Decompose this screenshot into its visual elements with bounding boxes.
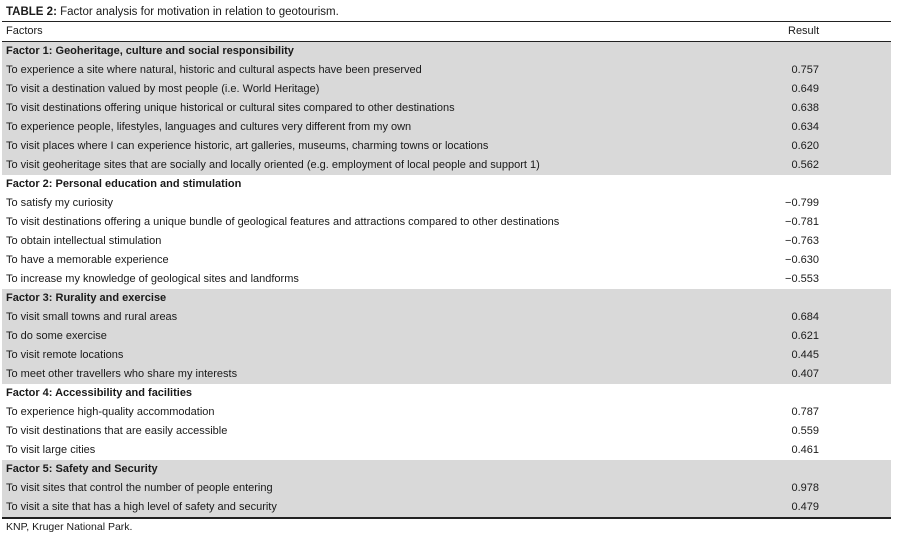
- item-label: To meet other travellers who share my interests: [6, 368, 238, 380]
- table-row: [2, 232, 891, 251]
- item-result: 0.407: [791, 368, 819, 380]
- table-row: [2, 156, 891, 175]
- item-result: 0.978: [791, 482, 819, 494]
- item-label: To visit remote locations: [6, 349, 124, 361]
- item-result: 0.649: [791, 83, 819, 95]
- item-label: To visit a site that has a high level of safety and security: [6, 501, 277, 513]
- item-label: To visit a destination valued by most people (i.e. World Heritage): [6, 83, 320, 95]
- item-result: 0.638: [791, 102, 819, 114]
- item-result: 0.757: [791, 64, 819, 76]
- table-row: [2, 479, 891, 498]
- header-factors: Factors: [6, 25, 43, 37]
- table-row: [2, 403, 891, 422]
- table-row: [2, 194, 891, 213]
- item-result: 0.620: [791, 140, 819, 152]
- table-row: [2, 441, 891, 460]
- item-label: To visit geoheritage sites that are socially and locally oriented (e.g. employment of local people and support 1): [6, 159, 540, 171]
- table-row: [2, 270, 891, 289]
- item-label: To visit destinations offering unique historical or cultural sites compared to other destinations: [6, 102, 455, 114]
- table-row: [2, 346, 891, 365]
- item-result: 0.479: [791, 501, 819, 513]
- item-label: To visit destinations that are easily accessible: [6, 425, 228, 437]
- item-label: To have a memorable experience: [6, 254, 169, 266]
- table-footnote: KNP, Kruger National Park.: [6, 521, 133, 533]
- item-label: To visit sites that control the number of people entering: [6, 482, 273, 494]
- table-row: [2, 308, 891, 327]
- item-label: To obtain intellectual stimulation: [6, 235, 162, 247]
- factor-group-title: [2, 289, 891, 308]
- table-caption-label: TABLE 2:: [6, 6, 57, 18]
- table-header: [2, 22, 891, 42]
- table-row: [2, 365, 891, 384]
- item-result: −0.630: [785, 254, 819, 266]
- factor-title-text: Factor 1: Geoheritage, culture and social responsibility: [6, 45, 294, 57]
- item-label: To experience high-quality accommodation: [6, 406, 215, 418]
- factor-title-text: Factor 3: Rurality and exercise: [6, 292, 167, 304]
- table-row: [2, 251, 891, 270]
- table-body: [2, 42, 891, 519]
- item-result: −0.553: [785, 273, 819, 285]
- item-label: To visit large cities: [6, 444, 96, 456]
- item-label: To satisfy my curiosity: [6, 197, 113, 209]
- item-result: 0.562: [791, 159, 819, 171]
- item-label: To experience a site where natural, historic and cultural aspects have been preserved: [6, 64, 422, 76]
- factor-group-title: [2, 384, 891, 403]
- factor-analysis-table: [2, 21, 891, 519]
- item-label: To do some exercise: [6, 330, 107, 342]
- item-result: 0.634: [791, 121, 819, 133]
- table-row: [2, 213, 891, 232]
- item-label: To visit places where I can experience historic, art galleries, museums, charming towns or locations: [6, 140, 489, 152]
- item-result: 0.684: [791, 311, 819, 323]
- table-row: [2, 327, 891, 346]
- table-row: [2, 498, 891, 517]
- table-row: [2, 118, 891, 137]
- item-label: To experience people, lifestyles, languages and cultures very different from my own: [6, 121, 412, 133]
- table-row: [2, 422, 891, 441]
- table-caption-text: Factor analysis for motivation in relation to geotourism.: [56, 6, 339, 18]
- item-result: 0.445: [791, 349, 819, 361]
- table-row: [2, 61, 891, 80]
- table-caption: [6, 5, 339, 19]
- item-result: 0.461: [791, 444, 819, 456]
- header-result: Result: [788, 25, 820, 37]
- table-row: [2, 137, 891, 156]
- item-label: To increase my knowledge of geological sites and landforms: [6, 273, 299, 285]
- factor-group-title: [2, 175, 891, 194]
- factor-group-title: [2, 42, 891, 61]
- table-row: [2, 80, 891, 99]
- item-result: 0.621: [791, 330, 819, 342]
- item-result: 0.559: [791, 425, 819, 437]
- item-label: To visit small towns and rural areas: [6, 311, 178, 323]
- factor-title-text: Factor 4: Accessibility and facilities: [6, 387, 193, 399]
- item-result: −0.781: [785, 216, 819, 228]
- item-result: 0.787: [791, 406, 819, 418]
- factor-title-text: Factor 2: Personal education and stimulation: [6, 178, 242, 190]
- factor-title-text: Factor 5: Safety and Security: [6, 463, 158, 475]
- factor-group-title: [2, 460, 891, 479]
- item-label: To visit destinations offering a unique bundle of geological features and attractions compared to other destinations: [6, 216, 560, 228]
- table-row: [2, 99, 891, 118]
- item-result: −0.799: [785, 197, 819, 209]
- item-result: −0.763: [785, 235, 819, 247]
